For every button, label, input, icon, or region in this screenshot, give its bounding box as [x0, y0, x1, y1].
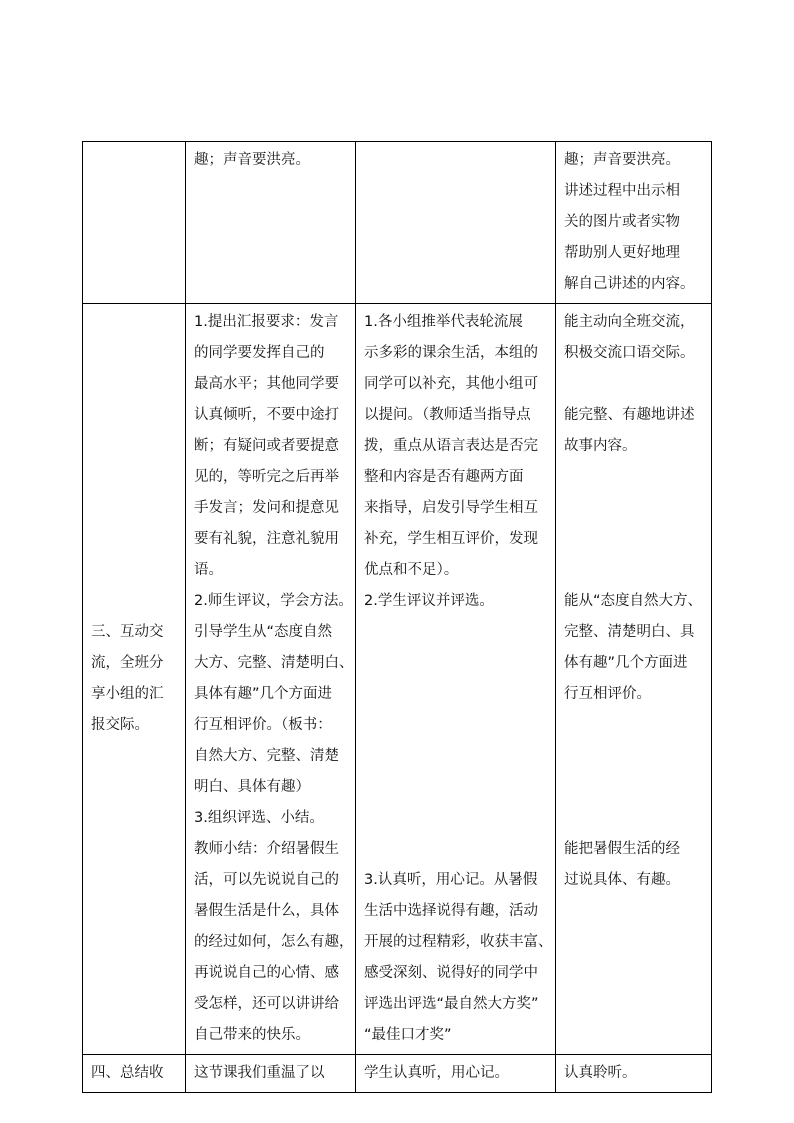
table-row [83, 304, 712, 1055]
text-line: 体有趣”几个方面进 [564, 655, 688, 671]
text-line: 再说说自己的心情、感 [194, 965, 339, 981]
text-line: 评选出评选“最自然大方奖” [364, 996, 539, 1012]
text-line: 示多彩的课余生活，本组的 [364, 345, 538, 361]
spacer [564, 462, 707, 586]
text-line: 同学可以补充，其他小组可 [364, 376, 538, 392]
text-line: 暑假生活是什么，具体 [194, 903, 339, 919]
text-line: 过说具体、有趣。 [564, 872, 680, 888]
text-line: 积极交流口语交际。 [564, 345, 695, 361]
text-line: 帮助别人更好地理 [564, 245, 680, 261]
text-line: 3.组织评选、小结。 [194, 810, 324, 826]
text-line: 解自己讲述的内容。 [564, 276, 695, 292]
text-line: 四、总结收 [91, 1065, 164, 1081]
text-line: 自然大方、完整、清楚 [194, 748, 339, 764]
text-line: 三、互动交 [91, 624, 164, 640]
stage-cell [83, 142, 186, 304]
text-line: 见的，等听完之后再举 [194, 469, 339, 485]
text-line: 能完整、有趣地讲述 [564, 407, 695, 423]
text-line: 整和内容是否有趣两方面 [364, 469, 524, 485]
text-line: 能从“态度自然大方、 [564, 593, 703, 609]
text-line: 受怎样，还可以讲讲给 [194, 996, 339, 1012]
text-line: 行互相评价。 [564, 686, 651, 702]
student-activity-cell [356, 1055, 556, 1093]
text-line: 认真倾听，不要中途打 [194, 407, 339, 423]
text-line: 断；有疑问或者要提意 [194, 438, 339, 454]
text-line: 手发言；发问和提意见 [194, 500, 339, 516]
text-line: 完整、清楚明白、具 [564, 624, 695, 640]
teacher-activity-cell [186, 1055, 356, 1093]
goal-cell [556, 304, 712, 1055]
table-row [83, 142, 712, 304]
text-line: 报交际。 [91, 717, 149, 733]
text-line: 具体有趣”几个方面进 [194, 686, 333, 702]
text-line: 大方、完整、清楚明白、 [194, 655, 354, 671]
text-line: 活，可以先说说自己的 [194, 872, 339, 888]
text-line: 行互相评价。（板书： [194, 717, 332, 733]
text-line: 最高水平；其他同学要 [194, 376, 339, 392]
text-line: 趣；声音要洪亮。 [194, 152, 310, 168]
text-line: 趣；声音要洪亮。 [564, 152, 680, 168]
spacer [364, 803, 551, 865]
student-activity-cell [356, 304, 556, 1055]
stage-cell [83, 1055, 186, 1093]
text-line: 1.提出汇报要求：发言 [194, 314, 339, 330]
text-line: 要有礼貌，注意礼貌用 [194, 531, 339, 547]
text-line: 能把暑假生活的经 [564, 841, 680, 857]
text-line: 感受深刻、说得好的同学中 [364, 965, 538, 981]
teacher-activity-cell [186, 142, 356, 304]
stage-cell [83, 304, 186, 1055]
text-line: 拨，重点从语言表达是否完 [364, 438, 538, 454]
text-line: 以提问。（教师适当指导点 [364, 407, 531, 423]
text-line: 生活中选择说得有趣，活动 [364, 903, 538, 919]
teacher-activity-cell [186, 304, 356, 1055]
spacer [564, 710, 707, 834]
text-line: 学生认真听，用心记。 [364, 1065, 509, 1081]
text-line: 1.各小组推举代表轮流展 [364, 314, 523, 330]
text-line: 关的图片或者实物 [564, 214, 680, 230]
text-line: 自己带来的快乐。 [194, 1027, 310, 1043]
text-line: 能主动向全班交流， [564, 314, 695, 330]
lesson-plan-table [82, 141, 712, 1093]
text-line: 补充，学生相互评价，发现 [364, 531, 538, 547]
text-line: 引导学生从“态度自然 [194, 624, 333, 640]
text-line: 的同学要发挥自己的 [194, 345, 325, 361]
goal-cell [556, 1055, 712, 1093]
text-line: 的经过如何，怎么有趣， [194, 934, 354, 950]
spacer [364, 617, 551, 803]
text-line: 2.学生评议并评选。 [364, 593, 494, 609]
text-line: 享小组的汇 [91, 686, 164, 702]
text-line: 3.认真听，用心记。从暑假 [364, 872, 538, 888]
table-row [83, 1055, 712, 1093]
text-line: 来指导，启发引导学生相互 [364, 500, 538, 516]
spacer [564, 369, 707, 400]
text-line: 优点和不足）。 [364, 562, 459, 578]
text-line: 故事内容。 [564, 438, 637, 454]
text-line: 教师小结：介绍暑假生 [194, 841, 339, 857]
text-line: 认真聆听。 [564, 1065, 637, 1081]
text-line: 这节课我们重温了以 [194, 1065, 325, 1081]
text-line: 讲述过程中出示相 [564, 183, 680, 199]
text-line: 2.师生评议，学会方法。 [194, 593, 353, 609]
text-line: “最佳口才奖” [364, 1027, 452, 1043]
text-line: 语。 [194, 562, 223, 578]
goal-cell [556, 142, 712, 304]
text-line: 开展的过程精彩，收获丰富、 [364, 934, 553, 950]
text-line: 明白、具体有趣） [194, 779, 310, 795]
student-activity-cell [356, 142, 556, 304]
text-line: 流，全班分 [91, 655, 164, 671]
